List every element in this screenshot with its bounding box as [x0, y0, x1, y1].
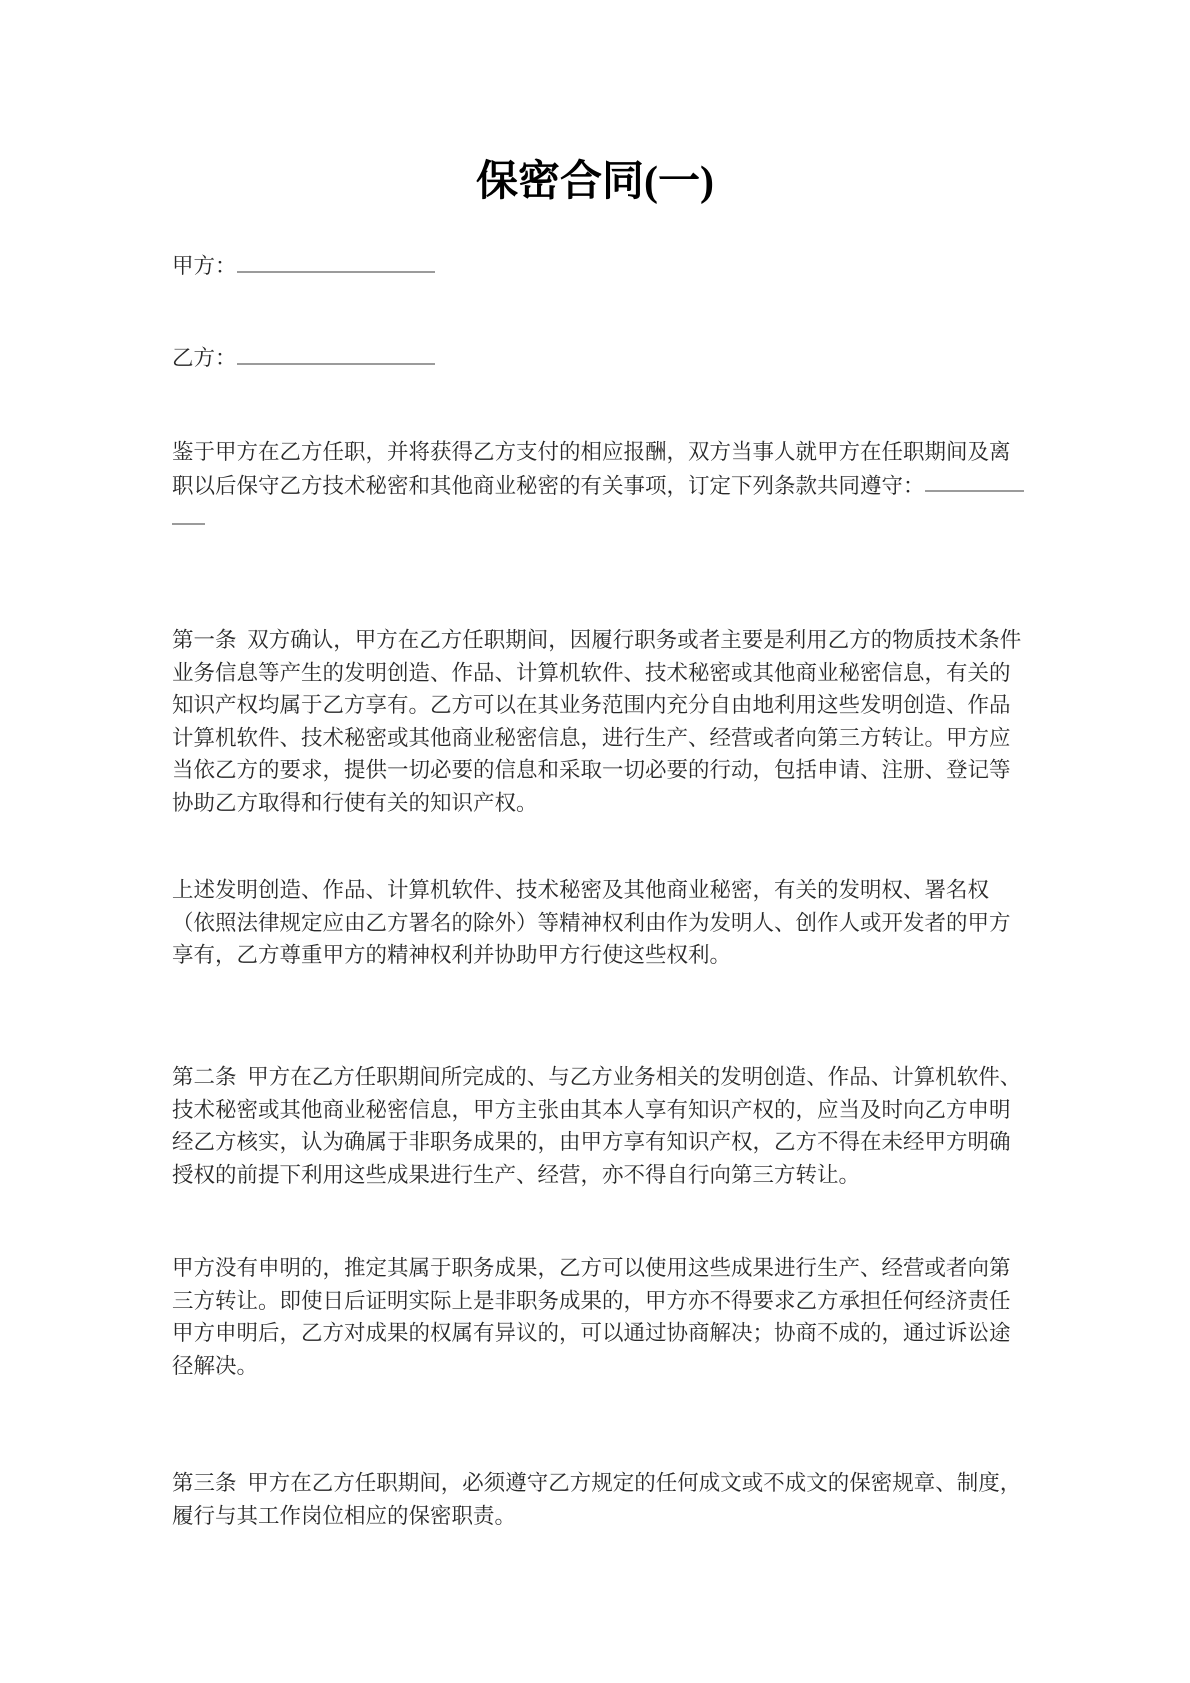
text-line: 径解决。	[172, 1353, 259, 1378]
text-line: 享有，乙方尊重甲方的精神权利并协助甲方行使这些权利。	[172, 943, 732, 967]
text-line: 第一条 双方确认，甲方在乙方任职期间，因履行职务或者主要是利用乙方的物质技术条件	[172, 628, 1022, 652]
text-line: 甲方没有申明的，推定其属于职务成果，乙方可以使用这些成果进行生产、经营或者向第	[172, 1256, 1011, 1280]
paragraph-article-2	[172, 1061, 1047, 1191]
text-line: 计算机软件、技术秘密或其他商业秘密信息，进行生产、经营或者向第三方转让。甲方应	[172, 725, 1011, 750]
fill-in-blank[interactable]	[237, 249, 435, 273]
party-b-row	[172, 341, 1047, 374]
text-line	[172, 501, 1047, 534]
party-a-row	[172, 249, 1047, 282]
text-line: 三方转让。即使日后证明实际上是非职务成果的，甲方亦不得要求乙方承担任何经济责任	[172, 1288, 1011, 1313]
paragraph-article-1	[172, 624, 1047, 819]
paragraph-article-1-moral-rights	[172, 874, 1047, 972]
text-line: 上述发明创造、作品、计算机软件、技术秘密及其他商业秘密，有关的发明权、署名权	[172, 878, 990, 902]
text-line: 业务信息等产生的发明创造、作品、计算机软件、技术秘密或其他商业秘密信息，有关的	[172, 660, 1011, 685]
paragraph-article-2-presumption	[172, 1252, 1047, 1382]
fill-in-blank[interactable]	[237, 341, 435, 365]
text-line: 经乙方核实，认为确属于非职务成果的，由甲方享有知识产权，乙方不得在未经甲方明确	[172, 1130, 1011, 1154]
text-line: 授权的前提下利用这些成果进行生产、经营，亦不得自行向第三方转让。	[172, 1162, 861, 1187]
text-line: 职以后保守乙方技术秘密和其他商业秘密的有关事项，订定下列条款共同遵守：	[172, 469, 1047, 502]
text-line: 协助乙方取得和行使有关的知识产权。	[172, 790, 538, 815]
text-line: 知识产权均属于乙方享有。乙方可以在其业务范围内充分自由地利用这些发明创造、作品	[172, 693, 1011, 717]
text-line: 乙方：	[172, 341, 1047, 374]
text-line: 第二条 甲方在乙方任职期间所完成的、与乙方业务相关的发明创造、作品、计算机软件、	[172, 1065, 1022, 1089]
paragraph-preamble	[172, 436, 1047, 534]
fill-in-blank[interactable]	[925, 469, 1024, 493]
text-line: 甲方申明后，乙方对成果的权属有异议的，可以通过协商解决；协商不成的，通过诉讼途	[172, 1321, 1011, 1345]
text-line: 鉴于甲方在乙方任职，并将获得乙方支付的相应报酬，双方当事人就甲方在任职期间及离	[172, 440, 1011, 464]
text-line: 甲方：	[172, 249, 1047, 282]
text-line: 履行与其工作岗位相应的保密职责。	[172, 1503, 517, 1528]
text-line: 当依乙方的要求，提供一切必要的信息和采取一切必要的行动，包括申请、注册、登记等	[172, 758, 1011, 782]
text-line: 第三条 甲方在乙方任职期间，必须遵守乙方规定的任何成文或不成文的保密规章、制度，	[172, 1471, 1022, 1495]
text-line: 技术秘密或其他商业秘密信息，甲方主张由其本人享有知识产权的，应当及时向乙方申明	[172, 1097, 1011, 1122]
fill-in-blank[interactable]	[172, 501, 205, 525]
text-line: （依照法律规定应由乙方署名的除外）等精神权利由作为发明人、创作人或开发者的甲方	[172, 910, 1011, 935]
document-title: 保密合同(一)	[476, 159, 714, 205]
paragraph-article-3	[172, 1467, 1047, 1532]
